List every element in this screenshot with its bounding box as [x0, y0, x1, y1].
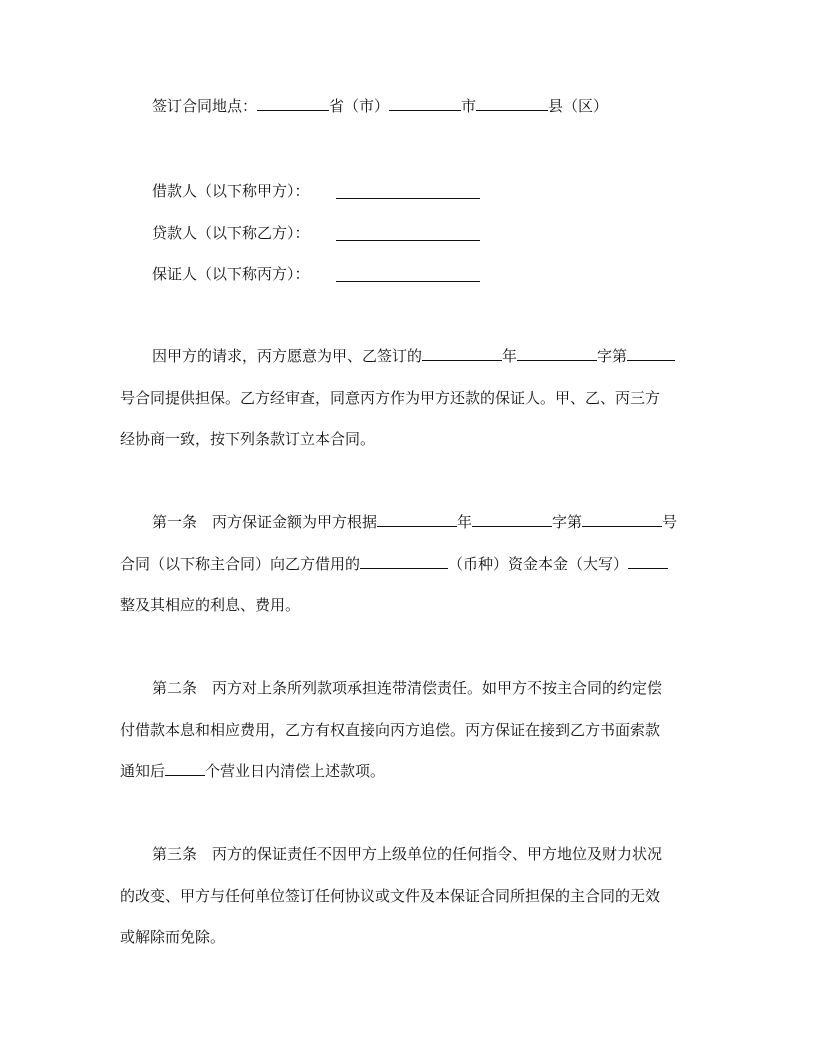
- article1-text: （币种）资金本金（大写）: [448, 555, 629, 573]
- party-label: 借款人（以下称甲方）：: [152, 182, 310, 200]
- days-blank: [165, 761, 205, 776]
- number-blank: [582, 512, 662, 527]
- article2-text: 第二条 丙方对上条所列款项承担连带清偿责任。如甲方不按主合同的约定偿: [152, 679, 663, 697]
- article1-text: 整及其相应的利息、费用。: [120, 596, 301, 614]
- article1-line-2: [120, 553, 668, 575]
- intro-line-3: [120, 428, 375, 450]
- amount-blank: [628, 554, 668, 569]
- article2-text: 付借款本息和相应费用，乙方有权直接向丙方追偿。丙方保证在接到乙方书面索款: [120, 721, 661, 739]
- article1-text: 合同（以下称主合同）向乙方借用的: [120, 555, 361, 573]
- party-label: 贷款人（以下称乙方）：: [152, 224, 310, 242]
- year-blank: [422, 346, 502, 361]
- party-label: 保证人（以下称丙方）：: [152, 265, 310, 283]
- year-label: 年: [502, 347, 518, 365]
- article3-line-1: [152, 843, 662, 865]
- party-guarantor: [152, 263, 310, 285]
- number-blank: [627, 346, 675, 361]
- lender-blank: [336, 226, 480, 241]
- city-blank: [389, 96, 461, 111]
- word-blank: [472, 512, 552, 527]
- article3-line-3: [120, 926, 225, 948]
- article3-text: 第三条 丙方的保证责任不因甲方上级单位的任何指令、甲方地位及财力状况: [152, 845, 663, 863]
- article3-line-2: [120, 885, 660, 907]
- signing-place-label: 签订合同地点：: [152, 97, 258, 115]
- article2-text: 通知后: [120, 762, 166, 780]
- article1-line-1: [152, 511, 677, 533]
- signing-place-line: [152, 95, 608, 117]
- article3-text: 或解除而免除。: [120, 928, 226, 946]
- year-label: 年: [457, 513, 473, 531]
- currency-blank: [360, 554, 448, 569]
- guarantor-blank: [336, 267, 480, 282]
- article2-text: 个营业日内清偿上述款项。: [205, 762, 386, 780]
- article1-line-3: [120, 594, 300, 616]
- intro-line-1: [152, 345, 675, 367]
- county-blank: [476, 96, 548, 111]
- city-label: 市: [461, 97, 477, 115]
- number-label: 字第: [597, 347, 628, 365]
- province-blank: [257, 96, 329, 111]
- borrower-blank: [336, 184, 480, 199]
- year-blank: [377, 512, 457, 527]
- article2-line-3: [120, 760, 385, 782]
- party-lender: [152, 222, 310, 244]
- county-label: 县（区）: [548, 97, 609, 115]
- intro-text: 号合同提供担保。乙方经审查，同意丙方作为甲方还款的保证人。甲、乙、丙三方: [120, 389, 661, 407]
- intro-line-2: [120, 387, 660, 409]
- number-label: 字第: [552, 513, 583, 531]
- word-blank: [517, 346, 597, 361]
- contract-label: 号: [662, 513, 678, 531]
- party-borrower: [152, 180, 310, 202]
- intro-text: 因甲方的请求，丙方愿意为甲、乙签订的: [152, 347, 423, 365]
- article2-line-2: [120, 719, 660, 741]
- intro-text: 经协商一致，按下列条款订立本合同。: [120, 430, 376, 448]
- article2-line-1: [152, 677, 662, 699]
- article3-text: 的改变、甲方与任何单位签订任何协议或文件及本保证合同所担保的主合同的无效: [120, 887, 661, 905]
- province-label: 省（市）: [329, 97, 390, 115]
- article1-text: 第一条 丙方保证金额为甲方根据: [152, 513, 378, 531]
